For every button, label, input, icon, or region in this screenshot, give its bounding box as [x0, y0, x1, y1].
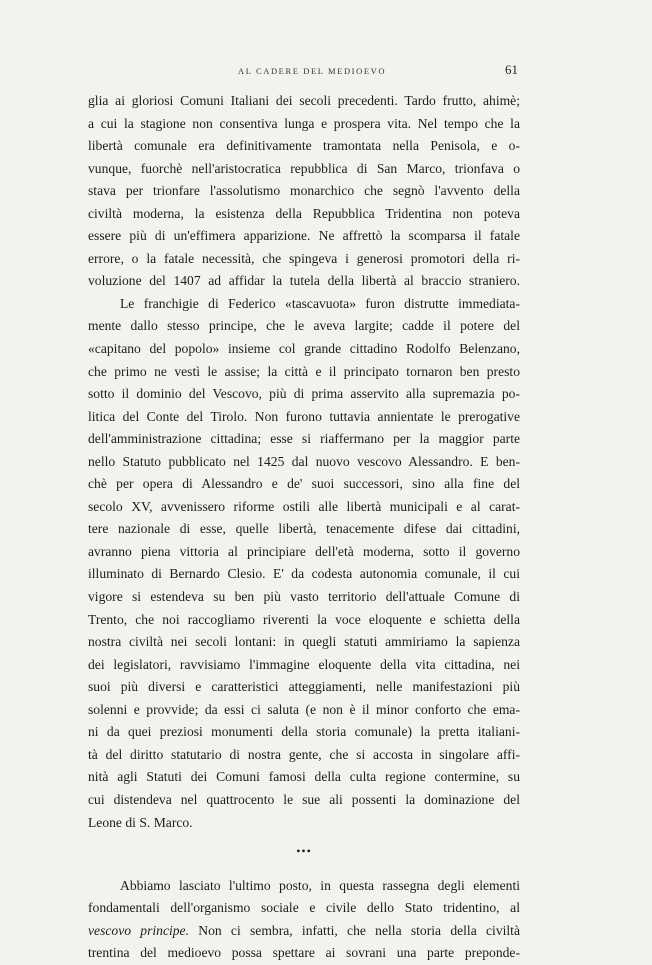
text-line: illuminato di Bernardo Clesio. E' da codesta autonomia comunale, il cui: [88, 566, 520, 582]
text-line: libertà comunale era definitivamente tramontata nella Penisola, e o-: [88, 138, 520, 154]
text-line: nostra civiltà nei secoli lontani: in quegli statuti ammiriamo la sapienza: [88, 634, 520, 650]
paragraph-2: [88, 293, 520, 834]
text-line: stava per trionfare l'assolutismo monarchico che segnò l'avvento della: [88, 183, 520, 199]
section-ornament: •••: [296, 844, 312, 859]
text-line: Leone di S. Marco.: [88, 814, 193, 830]
text-line: vigore si estendeva su ben più vasto territorio dell'attuale Comune di: [88, 589, 520, 605]
page-number: 61: [505, 62, 518, 77]
text-line: sotto il dominio del Vescovo, più di prima asservito alla supremazia po-: [88, 386, 520, 402]
text-line: tà del diritto statutario di nostra gente, che si accosta in singolare affi-: [88, 746, 520, 762]
text-line: nità agli Statuti dei Comuni famosi della culta regione contermine, su: [88, 769, 520, 785]
text-line: avranno piena vittoria al principiare dell'età moderna, sotto il governo: [88, 543, 520, 559]
body-text: [88, 90, 520, 965]
text-line: dell'amministrazione cittadina; esse si riaffermano per la maggior parte: [88, 431, 520, 447]
text-line: glia ai gloriosi Comuni Italiani dei secoli precedenti. Tardo frutto, ahimè;: [88, 93, 520, 108]
text-line: fondamentali dell'organismo sociale e civile dello Stato tridentino, al: [88, 900, 520, 916]
text-line: trentina del medioevo possa spettare ai sovrani una parte preponde-: [88, 945, 520, 961]
text-line-mixed: [88, 920, 520, 943]
text-line: civiltà moderna, la esistenza della Repubblica Tridentina non poteva: [88, 205, 520, 221]
text-line: essere più di un'effimera apparizione. Ne affrettò la scomparsa il fatale: [88, 228, 520, 244]
italic-phrase: vescovo principe.: [88, 922, 189, 938]
text-line: errore, o la fatale necessità, che spingeva i generosi promotori della ri-: [88, 250, 520, 266]
text-line: a cui la stagione non consentiva lunga e prospera vita. Nel tempo che la: [88, 115, 520, 131]
text-line: chè per opera di Alessandro e de' suoi successori, sino alla fine del: [88, 476, 520, 492]
text-line: litica del Conte del Tirolo. Non furono tuttavia annientate le prerogative: [88, 408, 520, 424]
text-line: Abbiamo lasciato l'ultimo posto, in questa rassegna degli elementi: [120, 877, 520, 893]
text-line: che primo ne vestì le assise; la città e il principato tornaron ben presto: [88, 363, 520, 379]
text-run: Non ci sembra, infatti, che nella storia della civiltà: [188, 922, 520, 938]
text-line: dei legislatori, ravvisiamo l'immagine eloquente della vita cittadina, nei: [88, 656, 520, 672]
text-line: suoi più diversi e caratteristici atteggiamenti, nelle manifestazioni più: [88, 679, 520, 695]
text-line: nello Statuto pubblicato nel 1425 dal nuovo vescovo Alessandro. E ben-: [88, 453, 520, 469]
text-line: tere nazionale di esse, quelle libertà, tenacemente difese dai cittadini,: [88, 521, 520, 537]
text-line: solenni e provvide; da essi ci saluta (e non è il minor conforto che ema-: [88, 701, 520, 717]
text-line: voluzione del 1407 ad affidar la tutela della libertà al braccio straniero.: [88, 273, 520, 289]
text-line: vunque, fuorchè nell'aristocratica repubblica di San Marco, trionfava o: [88, 160, 520, 176]
text-line: secolo XV, avvenissero riforme ostili alle libertà municipali e al carat-: [88, 498, 520, 514]
running-head: [0, 62, 652, 82]
paragraph-1: [88, 90, 520, 293]
text-line: «capitano del popolo» insieme col grande cittadino Rodolfo Belenzano,: [88, 341, 520, 357]
text-line: Le franchigie di Federico «tascavuota» furon distrutte immediata-: [120, 295, 520, 311]
text-line: Trento, che noi raccogliamo riverenti la voce eloquente e schietta della: [88, 611, 520, 627]
text-line: ni da quei preziosi monumenti della storia comunale) la pretta italiani-: [88, 724, 520, 740]
paragraph-3: [88, 875, 520, 965]
text-line: mente dallo stesso principe, che le aveva largite; cadde il potere del: [88, 318, 520, 334]
text-line: cui distendeva nel quattrocento le sue ali possenti la dominazione del: [88, 791, 520, 807]
running-title: AL CADERE DEL MEDIOEVO: [238, 66, 387, 76]
